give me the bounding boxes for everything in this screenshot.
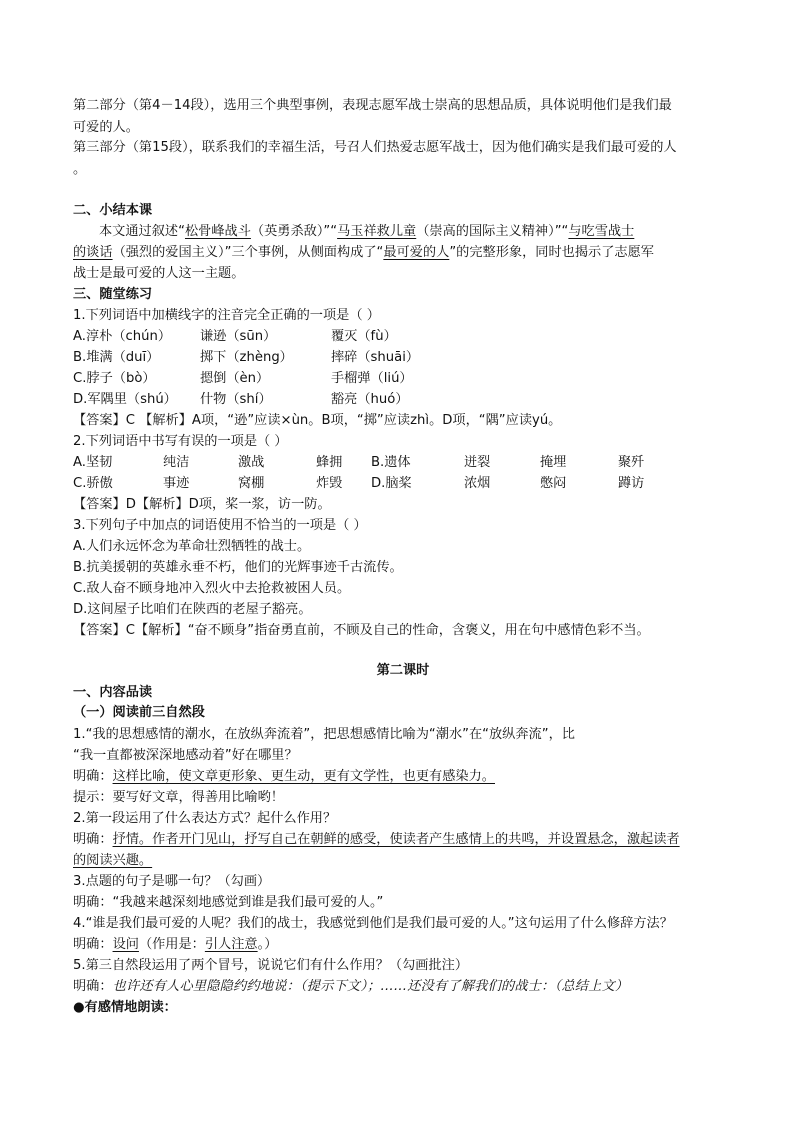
reading-q5: 5.第三自然段运用了两个冒号，说说它们有什么作用？（勾画批注） <box>73 958 469 973</box>
question-3-option: C.敌人奋不顾身地冲入烈火中去抢救被困人员。 <box>73 581 351 596</box>
reading-q2: 2.第一段运用了什么表达方式？起什么作用？ <box>73 811 337 826</box>
word-item: D.脑桨 <box>371 476 412 491</box>
question-3-stem: 3.下列句子中加点的词语使用不恰当的一项是（ ） <box>73 518 367 533</box>
answer-text: 抒情。作者开门见山，抒写自己在朝鲜的感受，使读者产生感情上的共鸣，并设置悬念，激起读者 <box>112 832 680 847</box>
option-item: C.脖子（bò） <box>73 371 156 386</box>
option-item: D.军隅里（shú） <box>73 392 177 407</box>
answer-label: 明确： <box>73 937 113 952</box>
section-summary-heading: 二、小结本课 <box>73 203 153 218</box>
word-item: 蹲访 <box>618 476 645 491</box>
word-item: 蜂拥 <box>316 455 343 470</box>
answer-term: 设问 <box>112 937 139 952</box>
answer-text: 这样比喻，使文章更形象、更生动，更有文学性，也更有感染力。 <box>112 769 495 784</box>
question-1-answer: 【答案】C 【解析】A项，“逊”应读×ùn。B项，“掷”应读zhì。D项，“隅”应读yú。 <box>73 413 562 428</box>
question-3-option: B.抗美援朝的英雄永垂不朽，他们的光辉事迹千古流传。 <box>73 560 403 575</box>
part3-line-cont: 。 <box>73 162 87 177</box>
reading-q5-answer <box>73 977 628 997</box>
underlined-term: 最可爱的人 <box>383 245 450 260</box>
reading-q4: 4.“谁是我们最可爱的人呢？我们的战士，我感觉到他们是我们最可爱的人。”这句运用了什么修辞方法？ <box>73 916 673 931</box>
question-2-word-row <box>73 474 733 494</box>
word-item: 炸毁 <box>316 476 343 491</box>
word-item: A.坚韧 <box>73 455 113 470</box>
question-2-word-row <box>73 453 733 473</box>
reading-q3-answer: 明确：“我越来越深刻地感觉到谁是我们最可爱的人。” <box>73 895 384 910</box>
answer-label: 明确： <box>73 832 113 847</box>
part2-line-cont: 可爱的人。 <box>73 120 139 135</box>
word-item: 迸裂 <box>464 455 491 470</box>
summary-line-3: 战士是最可爱的人这一主题。 <box>73 266 245 281</box>
summary-line-2 <box>73 243 654 263</box>
answer-label: 明确： <box>73 979 113 994</box>
underlined-term: 马玉祥救儿童 <box>337 224 417 239</box>
lesson-2-title: 第二课时 <box>376 663 430 678</box>
option-item: 豁亮（huó） <box>331 392 409 407</box>
word-item: C.骄傲 <box>73 476 113 491</box>
reading-q1-answer <box>73 767 495 787</box>
summary-line-1 <box>99 222 634 242</box>
option-item: B.堆满（duī） <box>73 350 160 365</box>
answer-label: 明确： <box>73 769 113 784</box>
question-3-option: D.这间屋子比咱们在陕西的老屋子豁亮。 <box>73 602 312 617</box>
part2-line: 第二部分（第4－14段），选用三个典型事例，表现志愿军战士崇高的思想品质，具体说明他们是我们最 <box>73 98 672 113</box>
summary-text: 本文通过叙述“ <box>99 224 185 239</box>
option-item: A.淳朴（chún） <box>73 329 172 344</box>
reading-q2-answer <box>73 830 680 850</box>
question-1-option-row <box>73 369 733 389</box>
option-item: 手榴弹（liú） <box>331 371 413 386</box>
word-item: 激战 <box>238 455 265 470</box>
question-1-option-row <box>73 327 733 347</box>
word-item: 窝棚 <box>238 476 265 491</box>
reading-q1-line-2: “我一直都被深深地感动着”好在哪里？ <box>73 748 298 763</box>
option-item: 掷下（zhèng） <box>200 350 293 365</box>
reading-q1-line-1: 1.“我的思想感情的潮水，在放纵奔流着”，把思想感情比喻为“潮水”在“放纵奔流”，比 <box>73 727 575 742</box>
option-item: 什物（shí） <box>200 392 272 407</box>
underlined-term: 的谈话 <box>73 245 113 260</box>
summary-text: ”的完整形象，同时也揭示了志愿军 <box>449 245 654 260</box>
question-3-answer: 【答案】C【解析】“奋不顾身”指奋勇直前，不顾及自己的性命，含褒义，用在句中感情色彩不当。 <box>73 623 650 638</box>
question-1-stem: 1.下列词语中加横线字的注音完全正确的一项是（ ） <box>73 308 380 323</box>
underlined-term: 松骨峰战斗 <box>184 224 251 239</box>
word-item: 掩埋 <box>540 455 567 470</box>
reading-q3: 3.点题的句子是哪一句？（勾画） <box>73 874 271 889</box>
question-2-stem: 2.下列词语中书写有误的一项是（ ） <box>73 434 288 449</box>
content-reading-heading: 一、内容品读 <box>73 685 153 700</box>
option-item: 摁倒（èn） <box>200 371 270 386</box>
word-item: 纯洁 <box>163 455 190 470</box>
word-item: B.遗体 <box>371 455 411 470</box>
answer-text: 也许还有人心里隐隐约约地说：（提示下文）；……还没有了解我们的战士：（总结上文） <box>112 979 629 994</box>
reading-q4-answer <box>73 935 277 955</box>
option-item: 摔碎（shuāi） <box>331 350 420 365</box>
summary-text: （强烈的爱国主义）”三个事例，从侧面构成了“ <box>112 245 384 260</box>
reading-q1-tip: 提示：要写好文章，得善用比喻哟！ <box>73 790 284 805</box>
option-item: 覆灭（fù） <box>331 329 397 344</box>
answer-text: 。） <box>257 937 278 952</box>
summary-text: （英勇杀敌）”“ <box>250 224 338 239</box>
reading-q2-answer-cont: 的阅读兴趣。 <box>73 853 153 868</box>
word-item: 浓烟 <box>464 476 491 491</box>
word-item: 憋闷 <box>540 476 567 491</box>
option-item: 谦逊（sūn） <box>200 329 277 344</box>
part3-line: 第三部分（第15段），联系我们的幸福生活，号召人们热爱志愿军战士，因为他们确实是我们最可爱的人 <box>73 140 677 155</box>
answer-term: 引人注意 <box>204 937 258 952</box>
question-3-option: A.人们永远怀念为革命壮烈牺牲的战士。 <box>73 539 311 554</box>
section-practice-heading: 三、随堂练习 <box>73 287 153 302</box>
question-1-option-row <box>73 390 733 410</box>
answer-text: （作用是： <box>138 937 205 952</box>
question-2-answer: 【答案】D【解析】D项，桨一浆，访一防。 <box>73 497 331 512</box>
underlined-term: 与吃雪战士 <box>568 224 635 239</box>
reading-subheading: （一）阅读前三自然段 <box>73 705 205 720</box>
word-item: 事迹 <box>163 476 190 491</box>
read-aloud-prompt: ●有感情地朗读： <box>73 1000 177 1015</box>
question-1-option-row <box>73 348 733 368</box>
summary-text: （崇高的国际主义精神）”“ <box>416 224 569 239</box>
word-item: 聚歼 <box>618 455 645 470</box>
